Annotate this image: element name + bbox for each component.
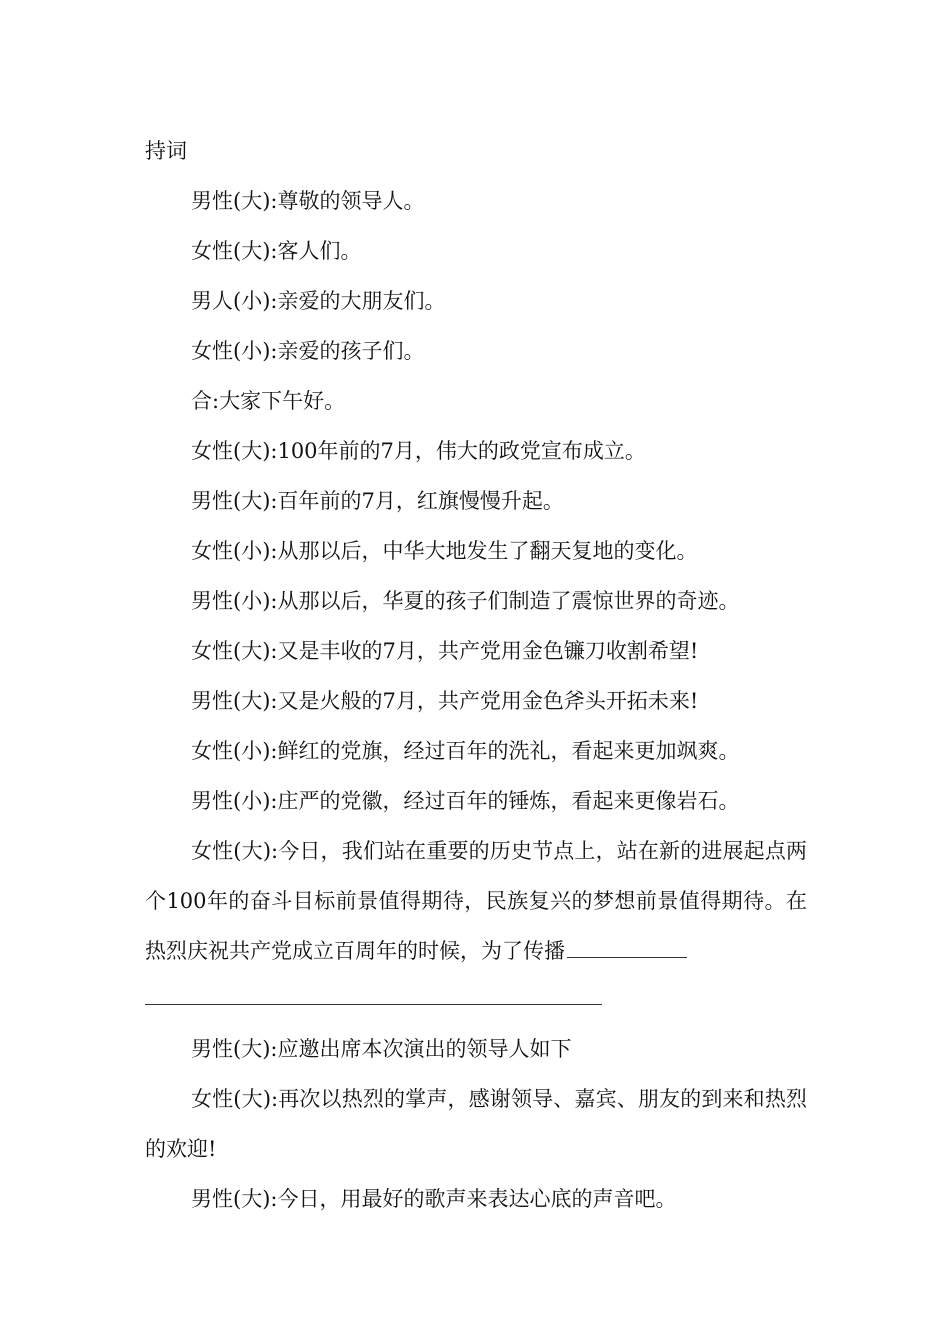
script-paragraph (145, 826, 807, 976)
document-title: 持词 (145, 139, 187, 163)
fill-in-blank (567, 956, 687, 958)
script-line: 男人(小):亲爱的大朋友们。 (191, 289, 446, 313)
script-line: 女性(小):亲爱的孩子们。 (191, 339, 425, 363)
script-line: 男性(小):从那以后，华夏的孩子们制造了震惊世界的奇迹。 (191, 589, 740, 613)
script-line: 男性(大):今日，用最好的歌声来表达心底的声音吧。 (191, 1187, 677, 1211)
script-line: 合:大家下午好。 (191, 389, 346, 413)
script-line: 女性(大):100年前的7月，伟大的政党宣布成立。 (191, 439, 646, 463)
script-line: 男性(大):又是火般的7月，共产党用金色斧头开拓未来! (191, 689, 699, 713)
script-line: 男性(大):百年前的7月，红旗慢慢升起。 (191, 489, 564, 513)
script-line: 女性(大):客人们。 (191, 239, 362, 263)
script-paragraph: 女性(大):再次以热烈的掌声，感谢领导、嘉宾、朋友的到来和热烈的欢迎! (145, 1087, 807, 1161)
script-line: 男性(小):庄严的党徽，经过百年的锤炼，看起来更像岩石。 (191, 789, 740, 813)
script-line: 女性(大):又是丰收的7月，共产党用金色镰刀收割希望! (191, 639, 699, 663)
script-line: 男性(大):尊敬的领导人。 (191, 189, 425, 213)
script-line: 女性(小):鲜红的党旗，经过百年的洗礼，看起来更加飒爽。 (191, 739, 740, 763)
paragraph-text: 女性(大):今日，我们站在重要的历史节点上，站在新的进展起点两个100年的奋斗目标前景值得期待，民族复兴的梦想前景值得期待。在热烈庆祝共产党成立百周年的时候，为了传播 (145, 839, 807, 963)
script-line: 女性(小):从那以后，中华大地发生了翻天复地的变化。 (191, 539, 698, 563)
fill-in-blank-line (145, 1004, 602, 1005)
script-line: 男性(大):应邀出席本次演出的领导人如下 (191, 1037, 572, 1061)
